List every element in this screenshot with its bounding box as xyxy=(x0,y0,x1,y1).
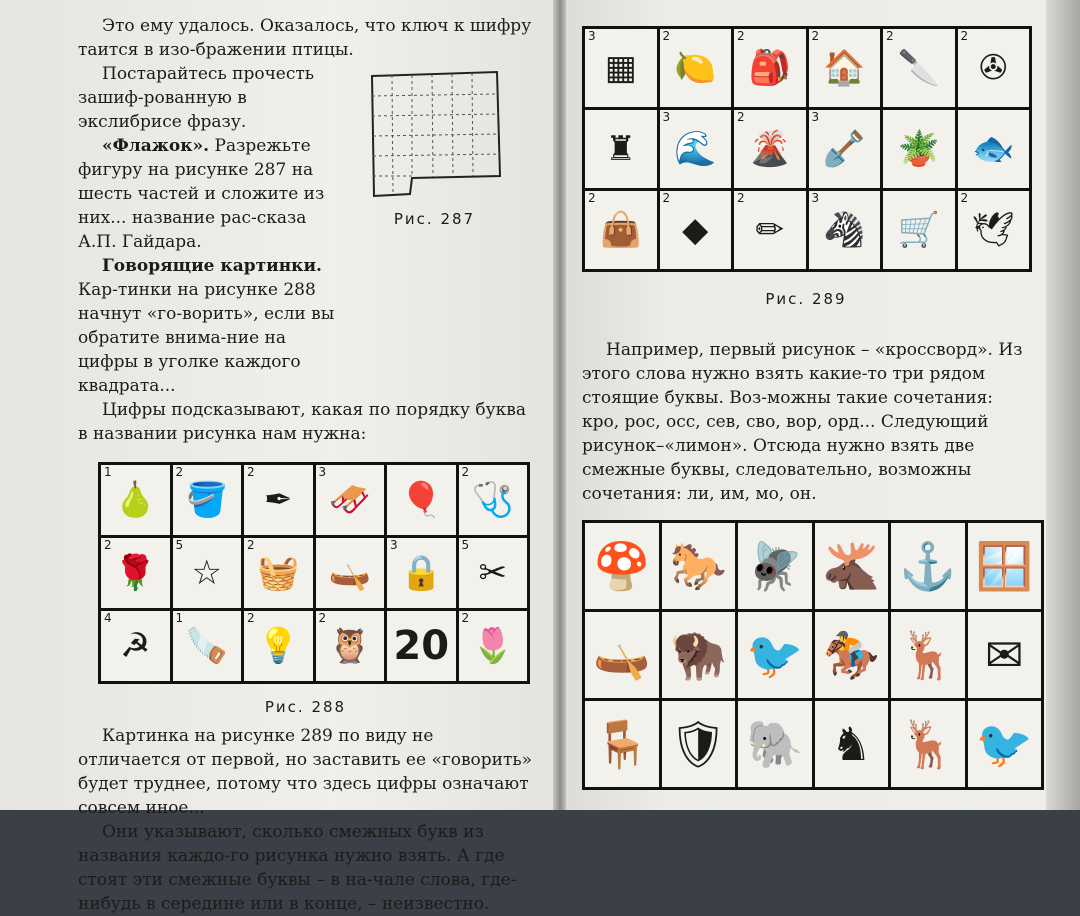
picture-cell xyxy=(958,191,1030,269)
cell-number: 2 xyxy=(175,465,184,479)
picture-cell xyxy=(883,110,955,188)
pencil-case-icon: ✏ xyxy=(755,210,784,250)
cell-number: 2 xyxy=(737,110,745,124)
picture-cell xyxy=(734,29,806,107)
picture-cell xyxy=(387,611,456,681)
chess-rook-icon: ♜ xyxy=(605,129,636,169)
paragraph-3 xyxy=(78,134,340,254)
iron-icon: 🧺 xyxy=(257,553,300,593)
cell-number: 1 xyxy=(175,611,184,625)
cell-number: 3 xyxy=(588,29,596,43)
picture-cell xyxy=(459,538,528,608)
antelope-icon: 🦌 xyxy=(899,717,957,771)
deer-icon: 🦌 xyxy=(899,628,957,682)
picture-cell xyxy=(316,611,385,681)
right-paragraph-1: Например, первый рисунок – «кроссворд». Из этого слова нужно взять какие-то три рядом стоящие буквы. Воз-можны такие сочетания: кро, рос, осс, сев, сво, вор, орд... Следующий рисунок–«лимон». Отсюда нужно взять две смежные буквы, следовательно, возможны сочетания: ли, им, мо, он. xyxy=(582,340,1023,504)
picture-cell xyxy=(660,29,732,107)
picture-cell xyxy=(738,612,812,698)
cell-number: 2 xyxy=(247,538,255,552)
cell-number: 2 xyxy=(737,191,745,205)
figure-289-grid xyxy=(582,26,1032,272)
cell-number: 2 xyxy=(104,538,112,552)
picture-cell xyxy=(891,701,965,787)
sled-icon: 🛷 xyxy=(328,480,371,520)
cell-number: 3 xyxy=(662,110,671,124)
picture-cell xyxy=(316,465,385,535)
picture-cell xyxy=(815,701,889,787)
picture-cell xyxy=(316,538,385,608)
plane-tool-icon: 🪚 xyxy=(185,626,228,666)
prism-icon: ◆ xyxy=(682,210,709,250)
picture-cell xyxy=(958,29,1030,107)
picture-cell xyxy=(809,191,881,269)
pliers-icon: ✂ xyxy=(478,553,507,593)
volcano-icon: 🌋 xyxy=(748,129,791,169)
saddle-icon: 🏇 xyxy=(822,628,880,682)
knives-icon: 🔪 xyxy=(897,48,940,88)
picture-cell xyxy=(173,538,242,608)
flag-puzzle-drawing xyxy=(352,66,517,206)
picture-cell xyxy=(660,110,732,188)
picture-cell xyxy=(387,465,456,535)
cell-number: 2 xyxy=(960,191,969,205)
cell-number: 2 xyxy=(886,29,894,43)
potted-plant-icon: 🪴 xyxy=(897,129,940,169)
caption-288: Рис. 288 xyxy=(264,698,347,716)
picture-cell xyxy=(173,611,242,681)
picture-cell xyxy=(738,701,812,787)
lemon-icon: 🍋 xyxy=(674,48,717,88)
window-icon: 🪟 xyxy=(975,539,1033,593)
picture-cell xyxy=(101,611,170,681)
picture-cell xyxy=(968,523,1042,609)
talking-pictures-body: Кар-тинки на рисунке 288 начнут «го-ворить», если вы обратите внима-ние на цифры в уголке каждого квадрата... xyxy=(78,280,335,396)
picture-cell xyxy=(244,611,313,681)
lamp-icon: 💡 xyxy=(257,626,300,666)
flag-title: «Флажок». xyxy=(102,136,210,156)
picture-cell xyxy=(660,191,732,269)
cell-number: 2 xyxy=(461,465,470,479)
picture-cell xyxy=(585,701,659,787)
flag-text xyxy=(78,62,340,398)
talking-pictures-title: Говорящие картинки. xyxy=(102,256,322,276)
cell-number: 5 xyxy=(175,538,184,552)
picture-cell xyxy=(734,191,806,269)
paragraph-6: Картинка на рисунке 289 по виду не отличается от первой, но заставить ее «говорить» будет труднее, потому что здесь цифры означают совсем иное... xyxy=(78,726,533,818)
picture-cell xyxy=(809,29,881,107)
paragraph-7: Они указывают, сколько смежных букв из названия каждо-го рисунка нужно взять. А где стоят эти смежные буквы – в на-чале слова, где-нибудь в середине или в конце, – неизвестно. xyxy=(78,822,517,914)
picture-cell xyxy=(815,612,889,698)
picture-cell xyxy=(244,465,313,535)
backpack-icon: 🎒 xyxy=(748,48,791,88)
cell-number: 2 xyxy=(247,465,255,479)
picture-cell xyxy=(662,523,736,609)
owl-icon: 🦉 xyxy=(328,626,371,666)
picture-cell xyxy=(815,523,889,609)
paragraph-5: Цифры подсказывают, какая по порядку буква в названии рисунка нам нужна: xyxy=(78,400,526,444)
catfish-icon: 🐟 xyxy=(972,129,1015,169)
cell-number: 2 xyxy=(811,29,820,43)
paragraph-2: Постарайтесь прочесть зашиф-рованную в экслибрисе фразу. xyxy=(78,64,315,132)
pen-nib-icon: ✒ xyxy=(264,480,293,520)
bag-icon: 👜 xyxy=(599,210,642,250)
cell-number: 2 xyxy=(588,191,596,205)
anchor-icon: ⚓ xyxy=(899,539,957,593)
tulip-icon: 🌷 xyxy=(471,626,514,666)
flag-text-body: Разрежьте фигуру на рисунке 287 на шесть частей и сложите из них... название рас-сказа А.П. Гайдара. xyxy=(78,136,325,252)
star-icon: ☆ xyxy=(191,553,222,593)
stamp-icon: ✉ xyxy=(984,628,1024,682)
cell-number: 3 xyxy=(318,465,327,479)
picture-cell xyxy=(585,191,657,269)
paragraph-4 xyxy=(78,254,340,398)
seagull-icon: 🕊 xyxy=(971,210,1015,250)
picture-cell xyxy=(968,701,1042,787)
picture-cell xyxy=(883,191,955,269)
magpie-icon: 🐦 xyxy=(975,717,1033,771)
picture-cell xyxy=(662,612,736,698)
fly-icon: 🪰 xyxy=(746,539,804,593)
balloon-icon: 🎈 xyxy=(400,480,443,520)
picture-cell xyxy=(809,110,881,188)
cell-number: 2 xyxy=(737,29,745,43)
cart-icon: 🛒 xyxy=(897,210,940,250)
number-twenty: 20 xyxy=(393,623,450,669)
cell-number: 2 xyxy=(662,29,671,43)
picture-cell xyxy=(958,110,1030,188)
picture-cell xyxy=(387,538,456,608)
picture-cell xyxy=(968,612,1042,698)
mushroom-icon: 🍄 xyxy=(593,539,651,593)
figure-288-grid xyxy=(98,462,530,684)
cell-number: 3 xyxy=(811,110,820,124)
boat-icon: 🛶 xyxy=(328,553,371,593)
picture-cell xyxy=(244,538,313,608)
partridge-icon: 🐦 xyxy=(746,628,804,682)
cell-number: 5 xyxy=(461,538,470,552)
crossword-icon: ▦ xyxy=(604,48,637,88)
picture-cell xyxy=(891,612,965,698)
picture-cell xyxy=(101,465,170,535)
book-gutter xyxy=(553,0,567,810)
cell-number: 2 xyxy=(960,29,969,43)
picture-cell xyxy=(662,701,736,787)
cell-number: 3 xyxy=(390,538,398,552)
house-icon: 🏠 xyxy=(823,48,866,88)
caption-289: Рис. 289 xyxy=(765,290,847,308)
figure-287 xyxy=(352,66,517,398)
canoe-icon: 🛶 xyxy=(593,628,651,682)
picture-cell xyxy=(459,465,528,535)
picture-cell xyxy=(883,29,955,107)
page-edge xyxy=(1046,0,1080,810)
cell-number: 3 xyxy=(811,191,820,205)
picture-cell xyxy=(734,110,806,188)
cell-number: 2 xyxy=(247,611,255,625)
stethoscope-icon: 🩺 xyxy=(471,480,514,520)
sickle-icon: ☭ xyxy=(120,626,151,666)
cell-number: 2 xyxy=(662,191,671,205)
rose-icon: 🌹 xyxy=(114,553,157,593)
picture-cell xyxy=(585,29,657,107)
chess-knight-icon: ♞ xyxy=(830,717,872,771)
picture-cell xyxy=(585,612,659,698)
picture-cell xyxy=(738,523,812,609)
picture-cell xyxy=(459,611,528,681)
right-page xyxy=(566,0,1046,810)
wave-icon: 🌊 xyxy=(674,129,717,169)
cell-number: 2 xyxy=(318,611,327,625)
cell-number: 2 xyxy=(461,611,470,625)
picture-cell xyxy=(101,538,170,608)
figure-290-grid xyxy=(582,520,1044,790)
pear-icon: 🍐 xyxy=(114,480,157,520)
picture-cell xyxy=(173,465,242,535)
stool-icon: 🪑 xyxy=(593,717,651,771)
picture-cell xyxy=(891,523,965,609)
flag-section xyxy=(78,62,533,398)
picture-cell xyxy=(585,523,659,609)
caption-287: Рис. 287 xyxy=(393,210,476,228)
paragraph-1: Это ему удалось. Оказалось, что ключ к шифру таится в изо-бражении птицы. xyxy=(78,16,532,60)
padlock-icon: 🔒 xyxy=(400,553,443,593)
cell-number: 4 xyxy=(104,611,112,625)
carriage-icon: 🐎 xyxy=(669,539,727,593)
propeller-icon: ✇ xyxy=(979,48,1008,88)
moose-icon: 🫎 xyxy=(822,539,880,593)
cell-number: 1 xyxy=(104,465,112,479)
armor-icon: 🛡 xyxy=(669,717,728,771)
elephant-icon: 🐘 xyxy=(746,717,804,771)
bison-icon: 🦬 xyxy=(669,628,727,682)
zebra-icon: 🦓 xyxy=(823,210,866,250)
bucket-icon: 🪣 xyxy=(185,480,228,520)
picture-cell xyxy=(585,110,657,188)
shovel-icon: 🪏 xyxy=(823,129,866,169)
